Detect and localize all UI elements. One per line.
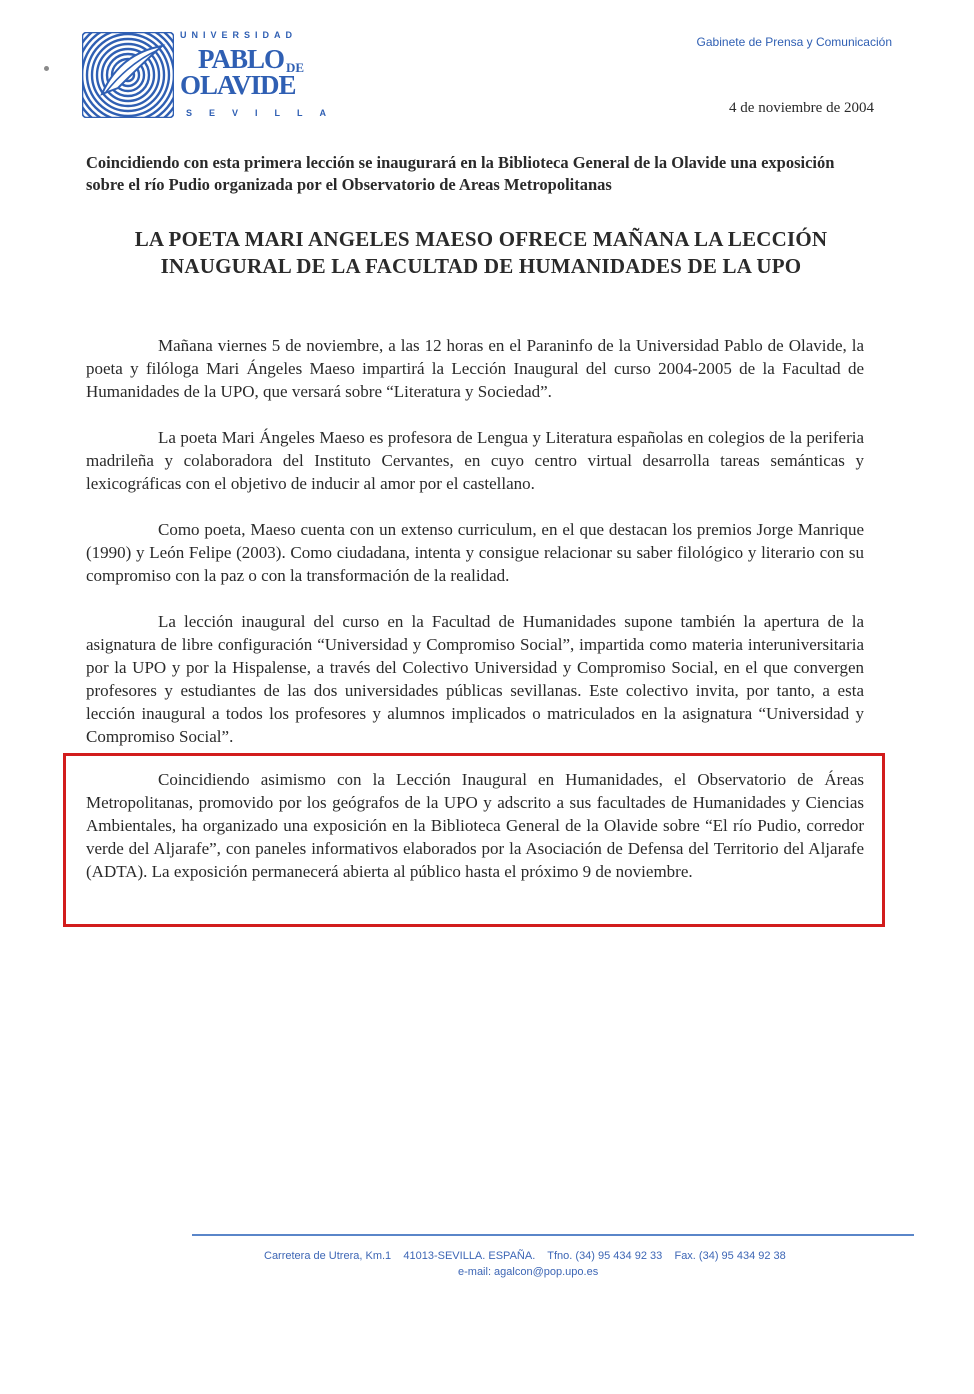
press-office-label: Gabinete de Prensa y Comunicación [696, 35, 892, 49]
body-paragraph: Como poeta, Maeso cuenta con un extenso curriculum, en el que destacan los premios Jorge Manrique (1990) y León Felipe (2003). Como ciudadana, intenta y consigue relacionar su saber filológico y literario con su compromiso con la paz o con la transformación de la realidad. [86, 520, 864, 585]
logo-university-label: UNIVERSIDAD [180, 30, 298, 40]
footer-divider [192, 1234, 914, 1236]
document-date: 4 de noviembre de 2004 [729, 100, 874, 116]
subheading: Coincidiendo con esta primera lección se inaugurará en la Biblioteca General de la Olavide una exposición sobre el río Pudio organizada por el Observatorio de Areas Metropolitanas [86, 153, 835, 194]
footer-email: e-mail: agalcon@pop.upo.es [458, 1266, 599, 1278]
body-paragraph: La poeta Mari Ángeles Maeso es profesora de Lengua y Literatura españolas en colegios de la periferia madrileña y colaboradora del Instituto Cervantes, en cuyo centro virtual desarrolla tareas semánticas y lexicográficas con el objetivo de inducir al amor por el castellano. [86, 428, 864, 493]
scan-speck [44, 66, 49, 71]
logo-city-label: SEVILLA [186, 108, 344, 118]
logo-name-de: DE [286, 60, 305, 75]
logo-wordmark [180, 28, 344, 122]
logo-name-olavide: OLAVIDE [180, 70, 296, 100]
logo-name-pablo: PABLO [198, 44, 285, 74]
body-paragraph: Mañana viernes 5 de noviembre, a las 12 horas en el Paraninfo de la Universidad Pablo de Olavide, la poeta y filóloga Mari Ángeles Maeso impartirá la Lección Inaugural del curso 2004-2005 de la Facultad de Humanidades de la UPO, que versará sobre “Literatura y Sociedad”. [86, 336, 864, 401]
body-paragraph: La lección inaugural del curso en la Facultad de Humanidades supone también la apertura de la asignatura de libre configuración “Universidad y Compromiso Social”, impartida como materia interuniversitaria por la UPO y por la Hispalense, a través del Colectivo Universidad y Compromiso Social, en el que convergen profesores y estudiantes de las dos universidades públicas sevillanas. Este colectivo invita, por tanto, a esta lección inaugural a todos los profesores y alumnos implicados o matriculados en la asignatura “Universidad y Compromiso Social”. [86, 612, 864, 746]
university-logo [80, 28, 344, 122]
logo-emblem-icon [82, 32, 174, 118]
headline: LA POETA MARI ANGELES MAESO OFRECE MAÑANA LA LECCIÓN INAUGURAL DE LA FACULTAD DE HUMANIDADES DE LA UPO [134, 227, 828, 278]
footer-address: Carretera de Utrera, Km.1 41013-SEVILLA. ESPAÑA. Tfno. (34) 95 434 92 33 Fax. (34) 95 434 92 38 [264, 1250, 786, 1262]
highlighted-paragraph: Coincidiendo asimismo con la Lección Inaugural en Humanidades, el Observatorio de Áreas Metropolitanas, promovido por los geógrafos de la UPO y adscrito a sus facultades de Humanidades y Ciencias Ambientales, ha organizado una exposición en la Biblioteca General de la Olavide sobre “El río Pudio, corredor verde del Aljarafe”, con paneles informativos elaborados por la Asociación de Defensa del Territorio del Aljarafe (ADTA). La exposición permanecerá abierta al público hasta el próximo 9 de noviembre. [86, 770, 864, 881]
